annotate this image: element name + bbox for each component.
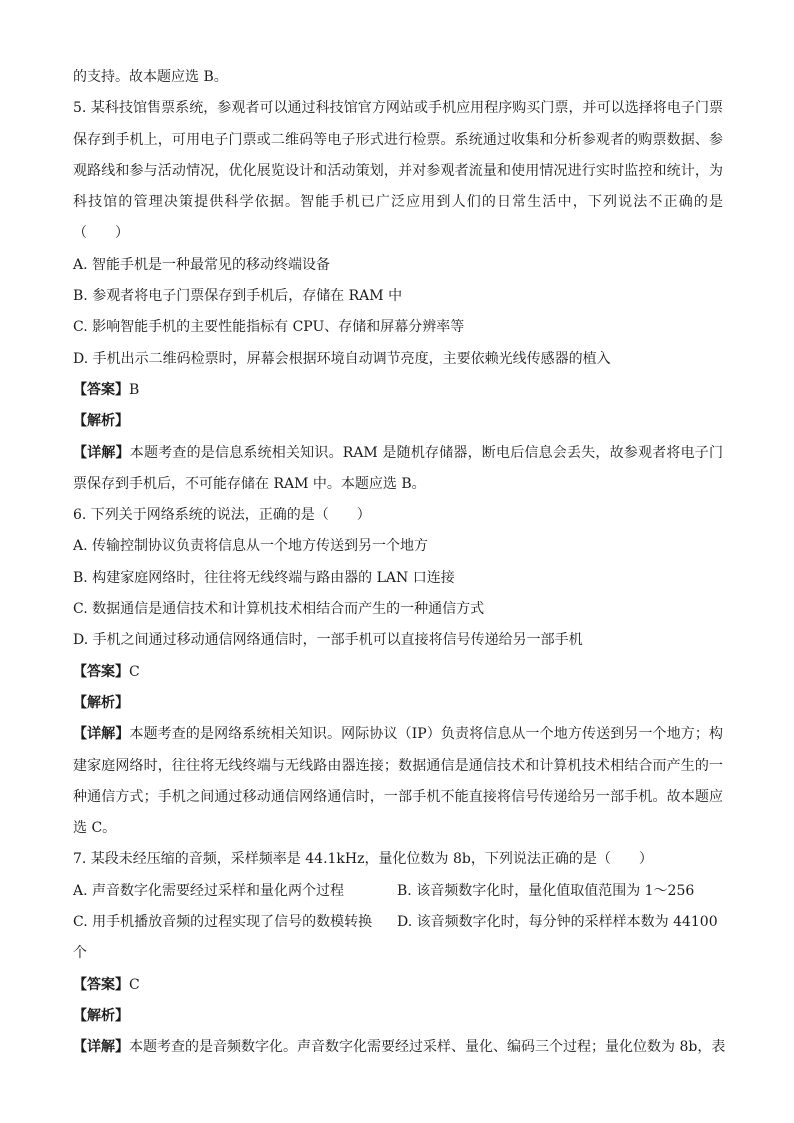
question-5-option-a: A. 智能手机是一种最常见的移动终端设备	[73, 256, 331, 273]
question-7-stem: 7. 某段未经压缩的音频，采样频率是 44.1kHz，量化位数为 8b，下列说法正确的是（ ）	[73, 851, 653, 868]
detail-tag: 【详解】	[73, 444, 130, 461]
detail-text: 本题考查的是信息系统相关知识。RAM 是随机存储器，断电后信息会丢失，故参观者将电子门票保存到手机后，不可能存储在 RAM 中。本题应选 B。	[73, 444, 723, 492]
question-6-analysis-heading	[73, 688, 723, 719]
question-6	[73, 500, 723, 844]
analysis-tag: 【解析】	[73, 413, 129, 430]
question-6-option-d: D. 手机之间通过移动通信网络通信时，一部手机可以直接将信号传递给另一部手机	[73, 632, 583, 649]
question-5-detail	[73, 438, 723, 501]
question-5-answer	[73, 375, 723, 406]
question-7-option-d-continuation: 个	[73, 945, 87, 962]
detail-text: 本题考查的是网络系统相关知识。网际协议（IP）负责将信息从一个地方传送到另一个地方；构建家庭网络时，往往将无线终端与无线路由器连接；数据通信是通信技术和计算机技术相结合而产生的一种通信方式；手机之间通过移动通信网络通信时，一部手机不能直接将信号传递给另一部手机。故本题应选 C。	[73, 726, 723, 837]
answer-tag: 【答案】	[73, 976, 129, 993]
question-7-option-d: D. 该音频数字化时，每分钟的采样样本数为 44100	[397, 914, 718, 931]
answer-value: B	[129, 381, 140, 398]
question-6-detail	[73, 719, 723, 844]
question-7-analysis-heading	[73, 1001, 723, 1032]
question-6-option-b: B. 构建家庭网络时，往往将无线终端与路由器的 LAN 口连接	[73, 569, 455, 586]
detail-tag: 【详解】	[73, 726, 130, 743]
question-6-stem: 6. 下列关于网络系统的说法，正确的是（ ）	[73, 507, 371, 524]
question-7-options-row-1	[73, 876, 723, 907]
question-6-answer	[73, 657, 723, 688]
previous-answer-tail: 的支持。故本题应选 B。	[73, 69, 228, 85]
question-7-options-row-2	[73, 907, 723, 938]
question-5-stem: 5. 某科技馆售票系统，参观者可以通过科技馆官方网站或手机应用程序购买门票，并可以选择将电子门票保存到手机上，可用电子门票或二维码等电子形式进行检票。系统通过收集和分析参观者的购票数据、参观路线和参与活动情况，优化展览设计和活动策划，并对参观者流量和使用情况进行实时监控和统计，为科技馆的管理决策提供科学依据。智能手机已广泛应用到人们的日常生活中，下列说法不正确的是（ ）	[73, 100, 723, 242]
answer-tag: 【答案】	[73, 663, 129, 680]
analysis-tag: 【解析】	[73, 694, 129, 711]
detail-text: 本题考查的是音频数字化。声音数字化需要经过采样、量化、编码三个过程；量化位数为 8b，表	[129, 1039, 726, 1056]
question-7-option-b: B. 该音频数字化时，量化值取值范围为 1～256	[397, 882, 695, 899]
question-5-option-b: B. 参观者将电子门票保存到手机后，存储在 RAM 中	[73, 288, 403, 305]
question-7-option-a: A. 声音数字化需要经过采样和量化两个过程	[73, 882, 345, 899]
answer-tag: 【答案】	[73, 381, 129, 398]
question-7-answer	[73, 970, 723, 1001]
question-5-option-d: D. 手机出示二维码检票时，屏幕会根据环境自动调节亮度，主要依赖光线传感器的植入	[73, 350, 611, 367]
question-5-option-c: C. 影响智能手机的主要性能指标有 CPU、存储和屏幕分辨率等	[73, 319, 465, 336]
document-page	[73, 62, 726, 1064]
question-7-detail	[73, 1032, 726, 1063]
question-5-analysis-heading	[73, 406, 723, 437]
question-6-option-c: C. 数据通信是通信技术和计算机技术相结合而产生的一种通信方式	[73, 601, 485, 618]
question-6-option-a: A. 传输控制协议负责将信息从一个地方传送到另一个地方	[73, 538, 429, 555]
answer-value: C	[129, 976, 140, 993]
answer-value: C	[129, 663, 140, 680]
detail-tag: 【详解】	[73, 1039, 129, 1056]
analysis-tag: 【解析】	[73, 1007, 129, 1024]
question-7-option-c: C. 用手机播放音频的过程实现了信号的数模转换	[73, 914, 373, 931]
question-7	[73, 844, 726, 1063]
question-5	[73, 93, 723, 500]
